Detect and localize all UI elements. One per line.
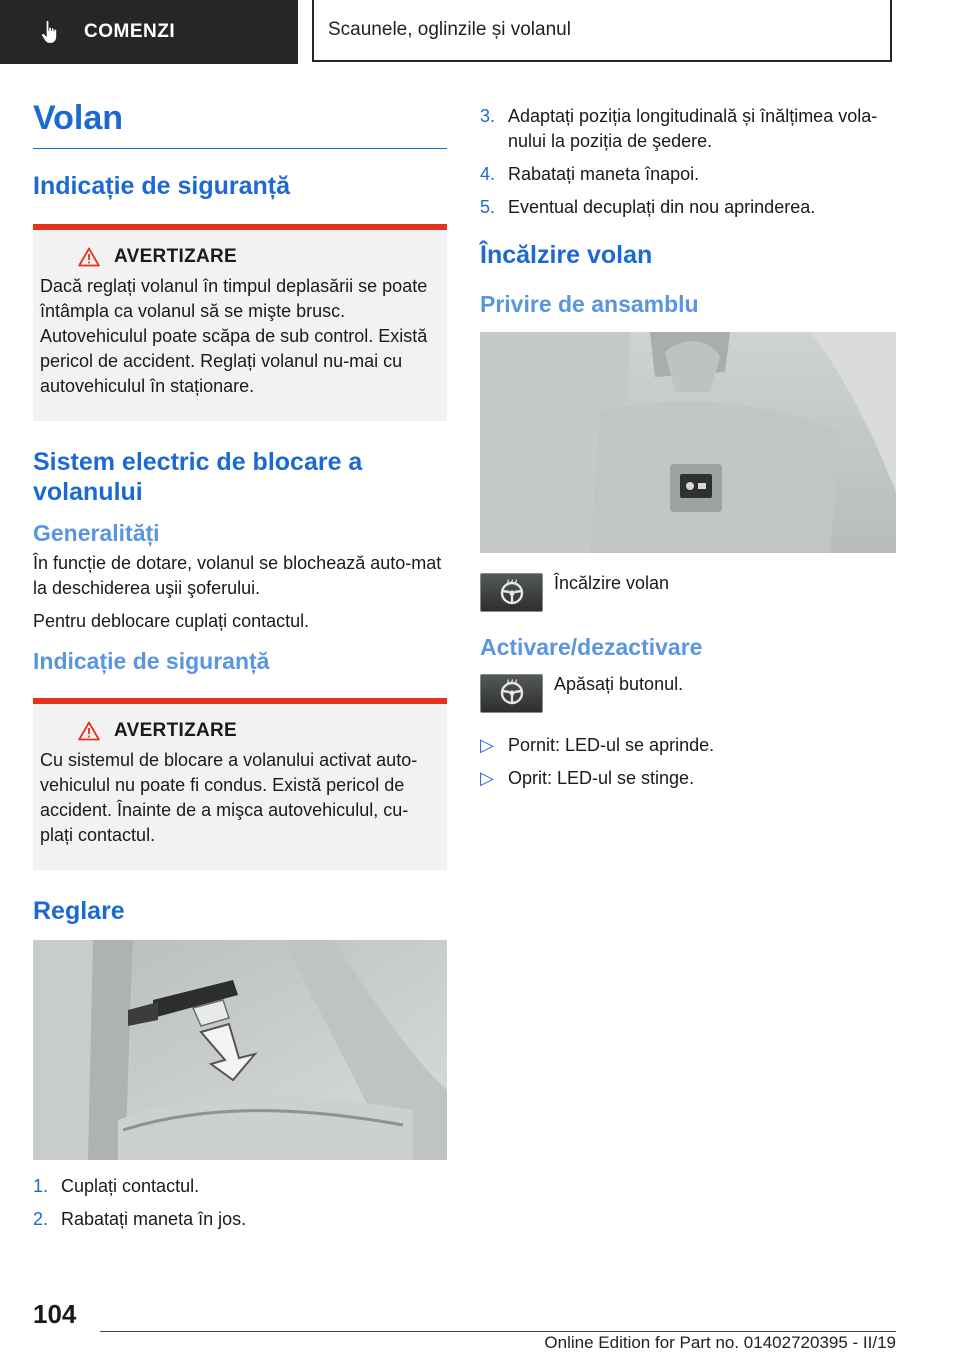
page-number: 104 xyxy=(33,1299,77,1329)
list-item xyxy=(480,104,896,154)
warning-text-1: Dacă reglați volanul în timpul deplasării se poate întâmpla ca volanul să se mişte brusc. Autovehiculul poate scăpa de sub control. Există pericol de accident. Reglați volanul nu‐mai cu autovehiculul în staționare. xyxy=(40,275,428,396)
activate-heading: Activare/dezactivare xyxy=(480,634,703,661)
overview-heading: Privire de ansamblu xyxy=(480,290,699,317)
page-header xyxy=(0,0,960,66)
step-text: Rabatați maneta înapoi. xyxy=(508,164,700,184)
step-number: 5. xyxy=(480,197,496,217)
steering-column-lever-photo xyxy=(33,940,447,1160)
steering-heating-button-photo xyxy=(480,332,896,553)
safety-heading-1: Indicație de siguranță xyxy=(33,172,291,201)
list-item xyxy=(480,766,896,791)
section-tab[interactable] xyxy=(312,0,892,62)
list-item xyxy=(480,162,896,187)
warning-box-1 xyxy=(33,224,447,421)
icon-caption: Încălzire volan xyxy=(554,573,670,594)
edition-info: Online Edition for Part no. 01402720395 - II/19 xyxy=(544,1333,896,1352)
safety-heading-2: Indicație de siguranță xyxy=(33,648,270,675)
step-number: 3. xyxy=(480,106,496,126)
heating-heading: Încălzire volan xyxy=(480,241,653,269)
steering-lock-heading: Sistem electric de blocare a volanului xyxy=(33,447,363,507)
step-text: Eventual decuplați din nou aprinderea. xyxy=(508,197,816,217)
adjust-steps-list xyxy=(33,1174,447,1232)
heating-icon-row xyxy=(480,573,896,612)
led-status-list xyxy=(480,733,896,791)
step-number: 1. xyxy=(33,1176,49,1197)
step-number: 2. xyxy=(33,1209,49,1230)
list-item xyxy=(33,1174,447,1199)
warning-box-2 xyxy=(33,698,447,870)
left-column xyxy=(33,96,447,1240)
chapter-tab[interactable] xyxy=(0,0,298,64)
right-column xyxy=(480,96,896,799)
warning-title-2: AVERTIZARE xyxy=(114,719,237,741)
step-text: Adaptați poziția longitudinală și înălțimea vola‐nului la poziția de şedere. xyxy=(508,106,878,151)
adjust-steps-list-continued xyxy=(480,104,896,220)
pointing-hand-icon xyxy=(38,19,64,45)
general-paragraph-2: Pentru deblocare cuplați contactul. xyxy=(33,611,310,632)
warning-triangle-icon xyxy=(78,247,100,267)
list-item xyxy=(480,195,896,220)
activate-icon-row xyxy=(480,674,896,713)
step-number: 4. xyxy=(480,164,496,184)
activate-text: Apăsați butonul. xyxy=(554,673,684,694)
general-heading: Generalități xyxy=(33,519,160,546)
step-text: Rabatați maneta în jos. xyxy=(61,1209,247,1230)
page-title: Volan xyxy=(33,96,447,149)
footer-divider xyxy=(100,1331,896,1332)
warning-text-2: Cu sistemul de blocare a volanului activat auto‐vehiculul nu poate fi condus. Există pericol de accident. Înainte de a mişca autovehiculul, cu‐plați contactul. xyxy=(40,749,418,845)
bullet-text: Oprit: LED-ul se stinge. xyxy=(508,767,695,788)
chapter-label: COMENZI xyxy=(84,21,176,42)
warning-title-1: AVERTIZARE xyxy=(114,245,237,267)
adjust-heading: Reglare xyxy=(33,896,125,925)
triangle-bullet-icon: ▷ xyxy=(480,767,494,788)
steering-wheel-heating-icon xyxy=(498,679,526,707)
steering-wheel-heating-icon xyxy=(480,573,543,612)
list-item xyxy=(33,1207,447,1232)
triangle-bullet-icon: ▷ xyxy=(480,734,494,755)
section-label: Scaunele, oglinzile și volanul xyxy=(328,19,571,40)
bullet-text: Pornit: LED-ul se aprinde. xyxy=(508,734,715,755)
steering-wheel-heating-button[interactable] xyxy=(480,674,543,713)
warning-triangle-icon xyxy=(78,721,100,741)
list-item xyxy=(480,733,896,758)
general-paragraph-1: În funcție de dotare, volanul se blochează auto‐mat la deschiderea uşii şoferului. xyxy=(33,553,442,599)
step-text: Cuplați contactul. xyxy=(61,1176,200,1197)
